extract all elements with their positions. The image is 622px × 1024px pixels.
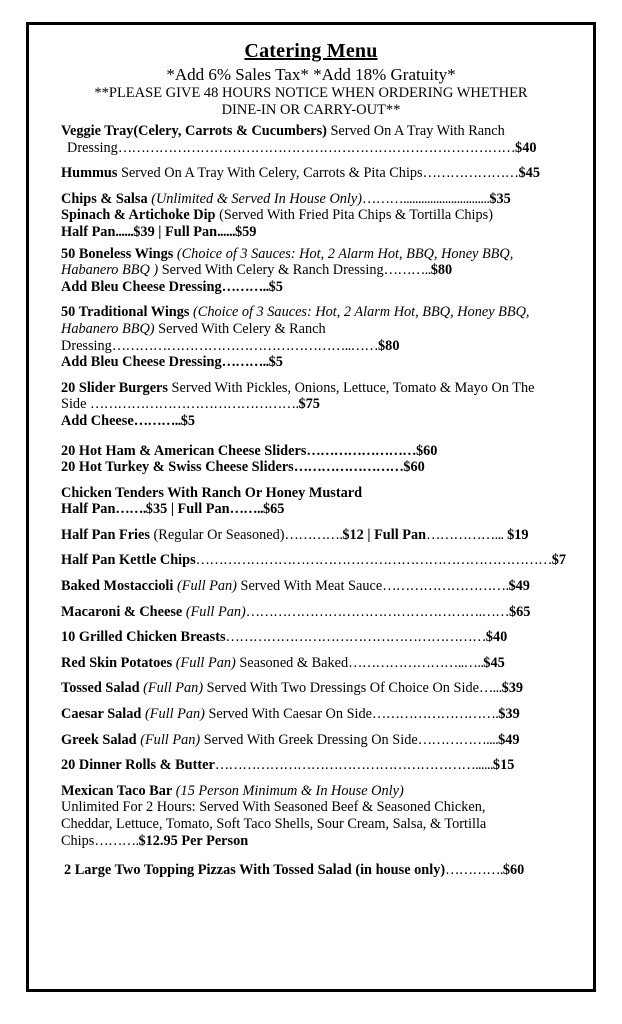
- item-price: $80: [430, 262, 453, 279]
- menu-page-border: [26, 22, 596, 992]
- item-description-line-2: Cheddar, Lettuce, Tomato, Soft Taco Shells, Sour Cream, Salsa, & Tortilla: [61, 816, 487, 832]
- leader-dots: ......: [115, 223, 134, 240]
- item-name: Caesar Salad: [61, 706, 142, 723]
- item-wrap-label: Side: [61, 396, 90, 413]
- item-price: $39: [498, 706, 520, 723]
- menu-item-red-skin-potatoes: [61, 655, 575, 672]
- spacer: [61, 748, 575, 757]
- spacer: [61, 543, 575, 552]
- spacer: [61, 849, 575, 862]
- item-description-line-3: Chips: [61, 832, 95, 849]
- item-price: $40: [515, 139, 537, 156]
- leader-dots: ……………………..…..: [348, 654, 484, 671]
- item-price: $60: [415, 442, 438, 459]
- item-price: $49: [498, 731, 520, 748]
- item-description: Served With Meat Sauce: [236, 578, 383, 595]
- menu-item-macaroni-cheese: [61, 604, 575, 621]
- spacer: [61, 430, 575, 443]
- item-price: $60: [502, 862, 525, 879]
- menu-item-grilled-chicken-breasts: [61, 629, 575, 646]
- leader-dots: ……………....: [417, 731, 499, 748]
- menu-item-mexican-taco-bar: [61, 783, 575, 849]
- leader-dots: …………………………………………………: [225, 629, 486, 646]
- item-qualifier: (15 Person Minimum & In House Only): [175, 782, 404, 799]
- item-wrap-label: Dressing: [67, 139, 118, 156]
- item-price: $49: [508, 578, 530, 595]
- item-price: $39: [501, 680, 524, 697]
- item-description: Served With Two Dressings Of Choice On Side: [203, 680, 479, 697]
- menu-item-veggie-tray: [61, 123, 575, 156]
- menu-item-slider-burgers: [61, 380, 575, 430]
- item-price: $75: [298, 396, 320, 413]
- leader-dots: ……………………………………………………………………………: [117, 139, 516, 156]
- spacer: [61, 595, 575, 604]
- spacer: [61, 697, 575, 706]
- item-price: $45: [483, 654, 505, 671]
- item-price: $35: [489, 190, 511, 207]
- spacer: [61, 518, 575, 527]
- item-name: 20 Slider Burgers: [61, 379, 168, 396]
- item-name: Tossed Salad: [61, 680, 140, 697]
- leader-dots: ……………………….: [382, 578, 509, 595]
- menu-item-half-pan-fries: [61, 527, 575, 544]
- item-name: 50 Traditional Wings: [61, 304, 190, 321]
- leader-dots: ………..: [221, 278, 269, 295]
- menu-item-greek-salad: [61, 732, 575, 749]
- leader-dots: …………………………………………….……: [245, 603, 509, 620]
- item-qualifier-line-1: (Choice of 3 Sauces: Hot, 2 Alarm Hot, BBQ, Honey BBQ,: [176, 245, 514, 262]
- leader-dots: ……..: [229, 501, 263, 518]
- spacer: [61, 156, 575, 165]
- pan-separator: |: [363, 526, 375, 543]
- spacer: [61, 620, 575, 629]
- item-description: Served On A Tray With Celery, Carrots & Pita Chips: [117, 165, 423, 182]
- spacer: [61, 723, 575, 732]
- item-price: $12.95 Per Person: [138, 832, 249, 849]
- item-description: Seasoned & Baked: [235, 654, 349, 671]
- item-name: Chicken Tenders With Ranch Or Honey Mustard: [61, 484, 363, 501]
- item-description: Served With Celery & Ranch Dressing: [158, 262, 384, 279]
- item-name: 20 Hot Ham & American Cheese Sliders: [61, 442, 307, 459]
- item-price: $60: [403, 459, 425, 476]
- item-qualifier: (Celery, Carrots & Cucumbers): [133, 123, 327, 139]
- menu-item-turkey-sliders: [61, 459, 575, 476]
- menu-item-chicken-tenders: [61, 485, 575, 518]
- full-pan-label: Full Pan: [165, 223, 218, 240]
- item-name: Macaroni & Cheese: [61, 603, 183, 620]
- leader-dots: ……………………………………….: [90, 396, 299, 413]
- addon-label: Add Cheese: [61, 412, 134, 429]
- addon-price: $5: [268, 354, 283, 371]
- spacer: [61, 371, 575, 380]
- item-name: Half Pan Kettle Chips: [61, 552, 196, 569]
- pan-separator: |: [154, 223, 166, 240]
- item-name: Spinach & Artichoke Dip: [61, 207, 216, 224]
- spacer: [61, 774, 575, 783]
- menu-item-dinner-rolls: [61, 757, 575, 774]
- item-wrap-label: Dressing: [61, 337, 112, 354]
- item-description-line-1: Unlimited For 2 Hours: Served With Seasoned Beef & Seasoned Chicken,: [61, 799, 486, 816]
- menu-item-caesar-salad: [61, 706, 575, 723]
- full-pan-price: $59: [234, 223, 257, 240]
- item-name: Red Skin Potatoes: [61, 654, 173, 671]
- item-price: $65: [508, 603, 531, 620]
- item-price: $40: [485, 629, 508, 646]
- leader-dots: ………..: [383, 262, 431, 279]
- advance-notice-line-1: **PLEASE GIVE 48 HOURS NOTICE WHEN ORDERING WHETHER: [94, 85, 528, 101]
- leader-dots: ………..: [221, 354, 269, 371]
- menu-item-list: [43, 123, 579, 879]
- pan-separator: |: [167, 501, 178, 518]
- item-description: Served With Celery & Ranch: [154, 320, 326, 337]
- item-name: Chips & Salsa: [61, 190, 148, 207]
- item-price: $45: [518, 165, 540, 182]
- item-description: Served With Pickles, Onions, Lettuce, Tomato & Mayo On The: [167, 379, 535, 396]
- leader-dots: ……………………….: [372, 706, 499, 723]
- leader-dots: ……….: [94, 832, 139, 849]
- item-price: $7: [551, 552, 567, 569]
- full-pan-label: Full Pan: [374, 526, 427, 543]
- leader-dots: ……………………………………………..……: [111, 337, 379, 354]
- tax-gratuity-notice: *Add 6% Sales Tax* *Add 18% Gratuity*: [166, 65, 456, 84]
- leader-dots: …...: [478, 680, 502, 697]
- item-name: Greek Salad: [61, 731, 137, 748]
- addon-label: Add Bleu Cheese Dressing: [61, 354, 222, 371]
- item-description: Served With Caesar On Side: [204, 706, 373, 723]
- addon-price: $5: [180, 412, 196, 429]
- item-name: 2 Large Two Topping Pizzas With Tossed Salad (in house only): [64, 862, 446, 879]
- spacer: [61, 569, 575, 578]
- menu-item-ham-sliders: [61, 443, 575, 460]
- item-qualifier: (Full Pan): [175, 654, 236, 671]
- item-name: Mexican Taco Bar: [61, 782, 173, 799]
- full-pan-label: Full Pan: [177, 501, 230, 518]
- item-qualifier: (Full Pan): [144, 706, 205, 723]
- menu-item-spinach-artichoke-dip: [61, 207, 575, 240]
- half-pan-price: $39: [133, 223, 155, 240]
- leader-dots: ……………...: [426, 526, 504, 543]
- leader-dots: …….: [115, 501, 146, 518]
- item-qualifier: (Full Pan): [140, 731, 201, 748]
- menu-content: [29, 39, 593, 879]
- item-name: Baked Mostaccioli: [61, 578, 174, 595]
- item-description: (Served With Fried Pita Chips & Tortilla Chips): [215, 207, 493, 224]
- item-qualifier: (Full Pan): [176, 578, 237, 595]
- item-name: 10 Grilled Chicken Breasts: [61, 629, 226, 646]
- leader-dots: ……………………………………………………………………: [195, 552, 552, 569]
- half-pan-label: Half Pan: [61, 223, 116, 240]
- item-name: 20 Hot Turkey & Swiss Cheese Sliders: [61, 459, 294, 476]
- item-qualifier-line-1: (Choice of 3 Sauces: Hot, 2 Alarm Hot, BBQ, Honey BBQ,: [193, 304, 530, 321]
- leader-dots: ……………………: [306, 442, 416, 459]
- leader-dots: ……………………: [293, 459, 404, 476]
- addon-label: Add Bleu Cheese Dressing: [61, 278, 222, 295]
- item-name: 50 Boneless Wings: [61, 245, 174, 262]
- item-price: $80: [378, 337, 400, 354]
- menu-item-pizzas: [61, 862, 575, 879]
- item-name: Veggie Tray: [61, 123, 134, 139]
- item-qualifier: (Unlimited & Served In House Only): [151, 190, 363, 207]
- menu-item-chips-salsa: [61, 191, 575, 208]
- leader-dots: …………………………………………………......: [214, 757, 493, 774]
- menu-item-tossed-salad: [61, 680, 575, 697]
- leader-dots: …………………: [422, 165, 519, 182]
- item-qualifier: (Full Pan): [143, 680, 204, 697]
- item-name: Hummus: [61, 165, 118, 182]
- menu-item-traditional-wings: [61, 304, 575, 370]
- item-description: Served On A Tray With Ranch: [326, 123, 505, 139]
- half-pan-price: $35: [145, 501, 168, 518]
- menu-item-hummus: [61, 165, 575, 182]
- leader-dots: ......: [217, 223, 235, 240]
- advance-notice-line-2: DINE-IN OR CARRY-OUT**: [221, 101, 401, 118]
- item-price-full: $19: [503, 526, 529, 543]
- item-qualifier-line-2: Habanero BBQ ): [61, 262, 159, 279]
- item-price-half: $12: [342, 526, 364, 543]
- leader-dots: ……….............................: [362, 190, 490, 207]
- menu-item-boneless-wings: [61, 246, 575, 296]
- item-qualifier: (Regular Or Seasoned): [149, 526, 285, 543]
- item-description: Served With Greek Dressing On Side: [200, 731, 418, 748]
- addon-price: $5: [268, 278, 283, 295]
- spacer: [61, 182, 575, 191]
- leader-dots: ………….: [445, 862, 503, 879]
- spacer: [61, 295, 575, 304]
- menu-item-kettle-chips: [61, 552, 575, 569]
- item-price: $15: [492, 757, 515, 774]
- full-pan-price: $65: [262, 501, 285, 518]
- menu-item-baked-mostaccioli: [61, 578, 575, 595]
- item-qualifier: (Full Pan): [185, 603, 246, 620]
- item-name: Half Pan Fries: [61, 526, 150, 543]
- spacer: [61, 646, 575, 655]
- leader-dots: ………..: [133, 412, 181, 429]
- item-qualifier-line-2: Habanero BBQ): [61, 320, 155, 337]
- spacer: [61, 671, 575, 680]
- page-title: Catering Menu: [244, 40, 378, 62]
- leader-dots: ………….: [284, 526, 343, 543]
- spacer: [61, 476, 575, 485]
- item-name: 20 Dinner Rolls & Butter: [61, 757, 215, 774]
- half-pan-label: Half Pan: [61, 501, 116, 518]
